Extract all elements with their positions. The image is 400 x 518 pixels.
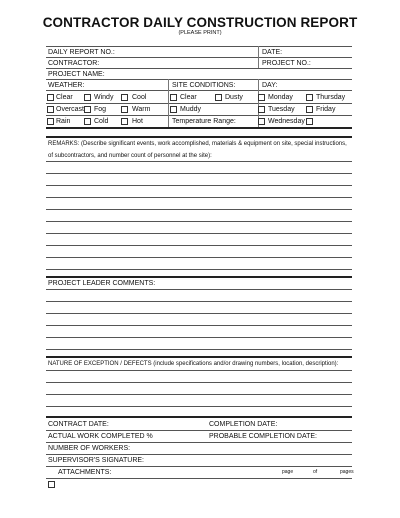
section-divider (46, 276, 352, 278)
writing-line (46, 245, 352, 246)
section-divider (46, 356, 352, 358)
writing-line (46, 161, 352, 162)
please-print-note: (PLEASE PRINT) (178, 30, 222, 36)
weather-rain-label: Rain (56, 118, 71, 125)
daily-report-no-label: DAILY REPORT NO.: (48, 49, 115, 56)
writing-line (46, 301, 352, 302)
weather-clear-label: Clear (56, 94, 73, 101)
day-thursday-checkbox[interactable] (306, 94, 313, 101)
writing-line (46, 257, 352, 258)
site-clear-checkbox[interactable] (170, 94, 177, 101)
column-divider (258, 46, 259, 68)
writing-line (46, 185, 352, 186)
contract-date-label: CONTRACT DATE: (48, 421, 109, 428)
weather-hot-checkbox[interactable] (121, 118, 128, 125)
site-clear-label: Clear (180, 94, 197, 101)
project-name-label: PROJECT NAME: (48, 71, 105, 78)
report-title: CONTRACTOR DAILY CONSTRUCTION REPORT (42, 15, 358, 30)
weather-label: WEATHER: (48, 82, 85, 89)
site-muddy-checkbox[interactable] (170, 106, 177, 113)
column-divider (168, 79, 169, 127)
number-of-workers-label: NUMBER OF WORKERS: (48, 445, 131, 452)
form-divider (46, 68, 352, 69)
weather-cool-label: Cool (132, 94, 147, 101)
site-conditions-label: SITE CONDITIONS: (172, 82, 236, 89)
weather-windy-checkbox[interactable] (84, 94, 91, 101)
weather-rain-checkbox[interactable] (47, 118, 54, 125)
day-label: DAY: (262, 82, 278, 89)
writing-line (46, 406, 352, 407)
form-divider (46, 79, 352, 80)
day-tuesday-checkbox[interactable] (258, 106, 265, 113)
section-divider (46, 416, 352, 418)
weather-cool-checkbox[interactable] (121, 94, 128, 101)
actual-work-completed-label: ACTUAL WORK COMPLETED % (48, 433, 153, 440)
weather-warm-checkbox[interactable] (121, 106, 128, 113)
day-wednesday-label: Wednesday (268, 118, 305, 125)
writing-line (46, 394, 352, 395)
writing-line (46, 269, 352, 270)
writing-line (46, 197, 352, 198)
exception-label: NATURE OF EXCEPTION / DEFECTS (include specifications and/or drawing numbers, location, description): (48, 361, 339, 367)
day-thursday-label: Thursday (316, 94, 346, 101)
form-divider (46, 454, 352, 455)
site-muddy-label: Muddy (180, 106, 202, 113)
day-monday-checkbox[interactable] (258, 94, 265, 101)
attachments-checkbox[interactable] (48, 481, 55, 488)
site-dusty-checkbox[interactable] (215, 94, 222, 101)
writing-line (46, 349, 352, 350)
day-friday-checkbox[interactable] (306, 106, 313, 113)
form-divider (46, 103, 352, 104)
form-divider (46, 466, 352, 467)
weather-clear-checkbox[interactable] (47, 94, 54, 101)
day-friday-label: Friday (316, 106, 336, 113)
writing-line (46, 382, 352, 383)
weather-hot-label: Hot (132, 118, 143, 125)
form-divider (46, 442, 352, 443)
section-divider (46, 127, 352, 129)
writing-line (46, 313, 352, 314)
day-extra-checkbox[interactable] (306, 118, 313, 125)
project-leader-comments-label: PROJECT LEADER COMMENTS: (48, 280, 156, 287)
writing-line (46, 289, 352, 290)
writing-line (46, 209, 352, 210)
form-divider (46, 90, 352, 91)
day-tuesday-label: Tuesday (268, 106, 295, 113)
form-divider (46, 57, 352, 58)
completion-date-label: COMPLETION DATE: (209, 421, 278, 428)
weather-windy-label: Windy (94, 94, 114, 101)
site-dusty-label: Dusty (225, 94, 243, 101)
day-monday-label: Monday (268, 94, 293, 101)
date-label: DATE: (262, 49, 283, 56)
attachments-label: ATTACHMENTS: (58, 469, 112, 476)
section-divider (46, 136, 352, 138)
temperature-range-label: Temperature Range: (172, 118, 236, 125)
contractor-label: CONTRACTOR: (48, 60, 100, 67)
form-divider (46, 46, 352, 47)
supervisor-signature-label: SUPERVISOR'S SIGNATURE: (48, 457, 144, 464)
form-divider (46, 115, 352, 116)
form-divider (46, 430, 352, 431)
weather-fog-checkbox[interactable] (84, 106, 91, 113)
weather-cold-checkbox[interactable] (84, 118, 91, 125)
page-label: page (282, 469, 294, 475)
form-divider (46, 478, 352, 479)
of-label: of (313, 469, 318, 475)
probable-completion-date-label: PROBABLE COMPLETION DATE: (209, 433, 318, 440)
writing-line (46, 173, 352, 174)
writing-line (46, 233, 352, 234)
weather-warm-label: Warm (132, 106, 151, 113)
weather-overcast-checkbox[interactable] (47, 106, 54, 113)
writing-line (46, 370, 352, 371)
weather-cold-label: Cold (94, 118, 109, 125)
writing-line (46, 221, 352, 222)
weather-overcast-label: Overcast (56, 106, 85, 113)
writing-line (46, 325, 352, 326)
remarks-label-cont: of subcontractors, and number count of personnel at the site): (48, 153, 212, 159)
day-wednesday-checkbox[interactable] (258, 118, 265, 125)
pages-label: pages (340, 469, 354, 475)
project-no-label: PROJECT NO.: (262, 60, 311, 67)
writing-line (46, 337, 352, 338)
weather-fog-label: Fog (94, 106, 107, 113)
remarks-label: REMARKS: (Describe significant events, work accomplished, materials & equipment on site, special instructions, (48, 141, 347, 147)
